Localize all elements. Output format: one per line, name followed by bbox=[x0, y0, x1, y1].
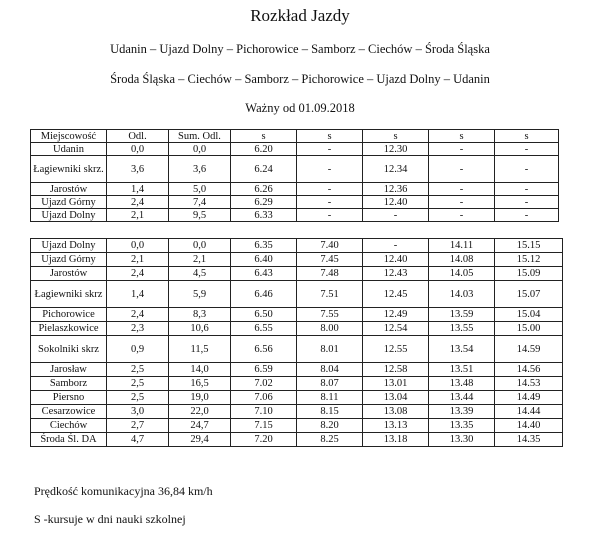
table-cell: 14.59 bbox=[495, 336, 563, 363]
table-cell: - bbox=[297, 196, 363, 209]
table-cell: 6.29 bbox=[231, 196, 297, 209]
stop-name: Pielaszkowice bbox=[31, 322, 107, 336]
header-cell: s bbox=[231, 130, 297, 143]
table-cell: 6.33 bbox=[231, 209, 297, 222]
table-cell: 2,5 bbox=[107, 363, 169, 377]
table-cell: 13.44 bbox=[429, 391, 495, 405]
table-cell: 22,0 bbox=[169, 405, 231, 419]
stop-name: Ciechów bbox=[31, 419, 107, 433]
table-cell: - bbox=[429, 143, 495, 156]
table-row bbox=[31, 196, 559, 209]
table-cell: 7.06 bbox=[231, 391, 297, 405]
table-cell: 14.44 bbox=[495, 405, 563, 419]
stop-name: Ujazd Górny bbox=[31, 196, 107, 209]
table-cell: 6.24 bbox=[231, 156, 297, 183]
table-cell: 7.02 bbox=[231, 377, 297, 391]
table-cell: 7.15 bbox=[231, 419, 297, 433]
table-cell: 8.01 bbox=[297, 336, 363, 363]
table-cell: - bbox=[429, 183, 495, 196]
table-cell: 9,5 bbox=[169, 209, 231, 222]
table-cell: 15.07 bbox=[495, 281, 563, 308]
table-cell: 15.09 bbox=[495, 267, 563, 281]
table-cell: 14.53 bbox=[495, 377, 563, 391]
table-cell: 14.49 bbox=[495, 391, 563, 405]
table-cell: 0,0 bbox=[169, 239, 231, 253]
table-cell: - bbox=[429, 196, 495, 209]
table-cell: 10,6 bbox=[169, 322, 231, 336]
table-cell: 3,6 bbox=[169, 156, 231, 183]
stop-name: Ujazd Dolny bbox=[31, 239, 107, 253]
table-cell: - bbox=[297, 143, 363, 156]
table-row bbox=[31, 377, 563, 391]
table-cell: 12.40 bbox=[363, 196, 429, 209]
table-cell: 5,0 bbox=[169, 183, 231, 196]
table-cell: 2,5 bbox=[107, 391, 169, 405]
table-cell: 8.15 bbox=[297, 405, 363, 419]
table-cell: 13.54 bbox=[429, 336, 495, 363]
table-cell: 13.48 bbox=[429, 377, 495, 391]
table-cell: 12.34 bbox=[363, 156, 429, 183]
stop-name: Łagiewniki skrz. bbox=[31, 156, 107, 183]
table-cell: 11,5 bbox=[169, 336, 231, 363]
header-cell: Odl. bbox=[107, 130, 169, 143]
table-row bbox=[31, 405, 563, 419]
table-cell: 0,0 bbox=[107, 143, 169, 156]
table-cell: 13.35 bbox=[429, 419, 495, 433]
table-cell: - bbox=[363, 209, 429, 222]
stop-name: Jarosław bbox=[31, 363, 107, 377]
table-cell: 14.40 bbox=[495, 419, 563, 433]
table-cell: 6.35 bbox=[231, 239, 297, 253]
table-cell: - bbox=[297, 209, 363, 222]
table-row bbox=[31, 156, 559, 183]
table-cell: 13.30 bbox=[429, 433, 495, 447]
table-cell: 13.08 bbox=[363, 405, 429, 419]
stop-name: Piersno bbox=[31, 391, 107, 405]
table-cell: 2,1 bbox=[169, 253, 231, 267]
header-stop: Miejscowość bbox=[31, 130, 107, 143]
table-cell: 8.00 bbox=[297, 322, 363, 336]
table-cell: 13.39 bbox=[429, 405, 495, 419]
table-cell: 7.51 bbox=[297, 281, 363, 308]
table-cell: 12.43 bbox=[363, 267, 429, 281]
table-cell: 6.20 bbox=[231, 143, 297, 156]
table-row bbox=[31, 363, 563, 377]
table-cell: 6.55 bbox=[231, 322, 297, 336]
header-cell: s bbox=[363, 130, 429, 143]
table-cell: 13.18 bbox=[363, 433, 429, 447]
table-cell: 6.46 bbox=[231, 281, 297, 308]
table-cell: 3,6 bbox=[107, 156, 169, 183]
table-cell: 14.03 bbox=[429, 281, 495, 308]
stop-name: Jarostów bbox=[31, 267, 107, 281]
table-cell: 12.30 bbox=[363, 143, 429, 156]
table-cell: 14.08 bbox=[429, 253, 495, 267]
table-cell: - bbox=[495, 143, 559, 156]
stop-name: Samborz bbox=[31, 377, 107, 391]
table-cell: 2,3 bbox=[107, 322, 169, 336]
table-cell: 13.01 bbox=[363, 377, 429, 391]
legend-note: S -kursuje w dni nauki szkolnej bbox=[34, 512, 186, 526]
table-cell: 29,4 bbox=[169, 433, 231, 447]
table-cell: 12.36 bbox=[363, 183, 429, 196]
table-cell: 1,4 bbox=[107, 281, 169, 308]
table-cell: 12.45 bbox=[363, 281, 429, 308]
table-cell: 2,4 bbox=[107, 196, 169, 209]
table-cell: 15.00 bbox=[495, 322, 563, 336]
table-cell: 8.11 bbox=[297, 391, 363, 405]
table-cell: - bbox=[495, 183, 559, 196]
table-cell: 6.43 bbox=[231, 267, 297, 281]
table-cell: 8.07 bbox=[297, 377, 363, 391]
table-cell: 4,5 bbox=[169, 267, 231, 281]
table-cell: 6.56 bbox=[231, 336, 297, 363]
table-row bbox=[31, 433, 563, 447]
table-cell: 24,7 bbox=[169, 419, 231, 433]
stop-name: Cesarzowice bbox=[31, 405, 107, 419]
table-cell: 7.20 bbox=[231, 433, 297, 447]
stop-name: Ujazd Górny bbox=[31, 253, 107, 267]
table-cell: 7.10 bbox=[231, 405, 297, 419]
table-row bbox=[31, 322, 563, 336]
table-cell: 15.15 bbox=[495, 239, 563, 253]
table-cell: 6.50 bbox=[231, 308, 297, 322]
stop-name: Sokolniki skrz bbox=[31, 336, 107, 363]
table-cell: 6.59 bbox=[231, 363, 297, 377]
table-cell: - bbox=[429, 156, 495, 183]
table-cell: 2,4 bbox=[107, 267, 169, 281]
table-cell: 7.48 bbox=[297, 267, 363, 281]
timetable-1 bbox=[30, 129, 559, 222]
route-forward: Udanin – Ujazd Dolny – Pichorowice – Samborz – Ciechów – Środa Śląska bbox=[110, 42, 490, 56]
table-cell: 0,9 bbox=[107, 336, 169, 363]
table-cell: 13.51 bbox=[429, 363, 495, 377]
timetable-2 bbox=[30, 238, 563, 447]
valid-from: Ważny od 01.09.2018 bbox=[245, 101, 355, 115]
table-cell: 8.20 bbox=[297, 419, 363, 433]
table-cell: 4,7 bbox=[107, 433, 169, 447]
table-cell: 8,3 bbox=[169, 308, 231, 322]
table-cell: 5,9 bbox=[169, 281, 231, 308]
table-cell: 12.54 bbox=[363, 322, 429, 336]
route-back: Środa Śląska – Ciechów – Samborz – Pichorowice – Ujazd Dolny – Udanin bbox=[110, 72, 490, 86]
table-cell: 13.13 bbox=[363, 419, 429, 433]
table-cell: 12.49 bbox=[363, 308, 429, 322]
table-cell: 14.05 bbox=[429, 267, 495, 281]
table-cell: 7.55 bbox=[297, 308, 363, 322]
header-cell: s bbox=[495, 130, 559, 143]
table-cell: 14.35 bbox=[495, 433, 563, 447]
table-cell: 14,0 bbox=[169, 363, 231, 377]
table-cell: 12.55 bbox=[363, 336, 429, 363]
table-cell: 6.26 bbox=[231, 183, 297, 196]
table-cell: 7.45 bbox=[297, 253, 363, 267]
table-cell: 0,0 bbox=[107, 239, 169, 253]
speed-note: Prędkość komunikacyjna 36,84 km/h bbox=[34, 484, 213, 498]
table-cell: - bbox=[429, 209, 495, 222]
table-cell: 13.55 bbox=[429, 322, 495, 336]
table-cell: - bbox=[495, 196, 559, 209]
table-row bbox=[31, 267, 563, 281]
table-cell: 12.58 bbox=[363, 363, 429, 377]
page-title: Rozkład Jazdy bbox=[250, 6, 350, 25]
table-cell: 19,0 bbox=[169, 391, 231, 405]
table-cell: - bbox=[363, 239, 429, 253]
table-row bbox=[31, 183, 559, 196]
table-cell: 2,4 bbox=[107, 308, 169, 322]
table-cell: - bbox=[495, 156, 559, 183]
table-cell: 7,4 bbox=[169, 196, 231, 209]
table-cell: 8.04 bbox=[297, 363, 363, 377]
table-cell: 15.12 bbox=[495, 253, 563, 267]
table-row bbox=[31, 281, 563, 308]
table-row bbox=[31, 391, 563, 405]
table-cell: 3,0 bbox=[107, 405, 169, 419]
table-cell: 1,4 bbox=[107, 183, 169, 196]
table-row bbox=[31, 143, 559, 156]
table-cell: 7.40 bbox=[297, 239, 363, 253]
stop-name: Środa Śl. DA bbox=[31, 433, 107, 447]
table-cell: 0,0 bbox=[169, 143, 231, 156]
table-cell: 2,1 bbox=[107, 209, 169, 222]
table-row bbox=[31, 209, 559, 222]
stop-name: Jarostów bbox=[31, 183, 107, 196]
table-cell: 2,5 bbox=[107, 377, 169, 391]
header-row bbox=[31, 130, 559, 143]
table-cell: 16,5 bbox=[169, 377, 231, 391]
header-cell: s bbox=[297, 130, 363, 143]
table-cell: 13.59 bbox=[429, 308, 495, 322]
table-row bbox=[31, 336, 563, 363]
table-row bbox=[31, 419, 563, 433]
table-cell: 2,1 bbox=[107, 253, 169, 267]
stop-name: Pichorowice bbox=[31, 308, 107, 322]
header-cell: Sum. Odl. bbox=[169, 130, 231, 143]
table-row bbox=[31, 253, 563, 267]
table-row bbox=[31, 308, 563, 322]
stop-name: Łagiewniki skrz bbox=[31, 281, 107, 308]
table-cell: - bbox=[297, 183, 363, 196]
table-cell: 8.25 bbox=[297, 433, 363, 447]
table-cell: 6.40 bbox=[231, 253, 297, 267]
table-cell: 2,7 bbox=[107, 419, 169, 433]
table-row bbox=[31, 239, 563, 253]
table-cell: - bbox=[495, 209, 559, 222]
table-cell: - bbox=[297, 156, 363, 183]
header-cell: s bbox=[429, 130, 495, 143]
table-cell: 14.11 bbox=[429, 239, 495, 253]
table-cell: 13.04 bbox=[363, 391, 429, 405]
table-cell: 14.56 bbox=[495, 363, 563, 377]
stop-name: Ujazd Dolny bbox=[31, 209, 107, 222]
stop-name: Udanin bbox=[31, 143, 107, 156]
table-cell: 15.04 bbox=[495, 308, 563, 322]
table-cell: 12.40 bbox=[363, 253, 429, 267]
